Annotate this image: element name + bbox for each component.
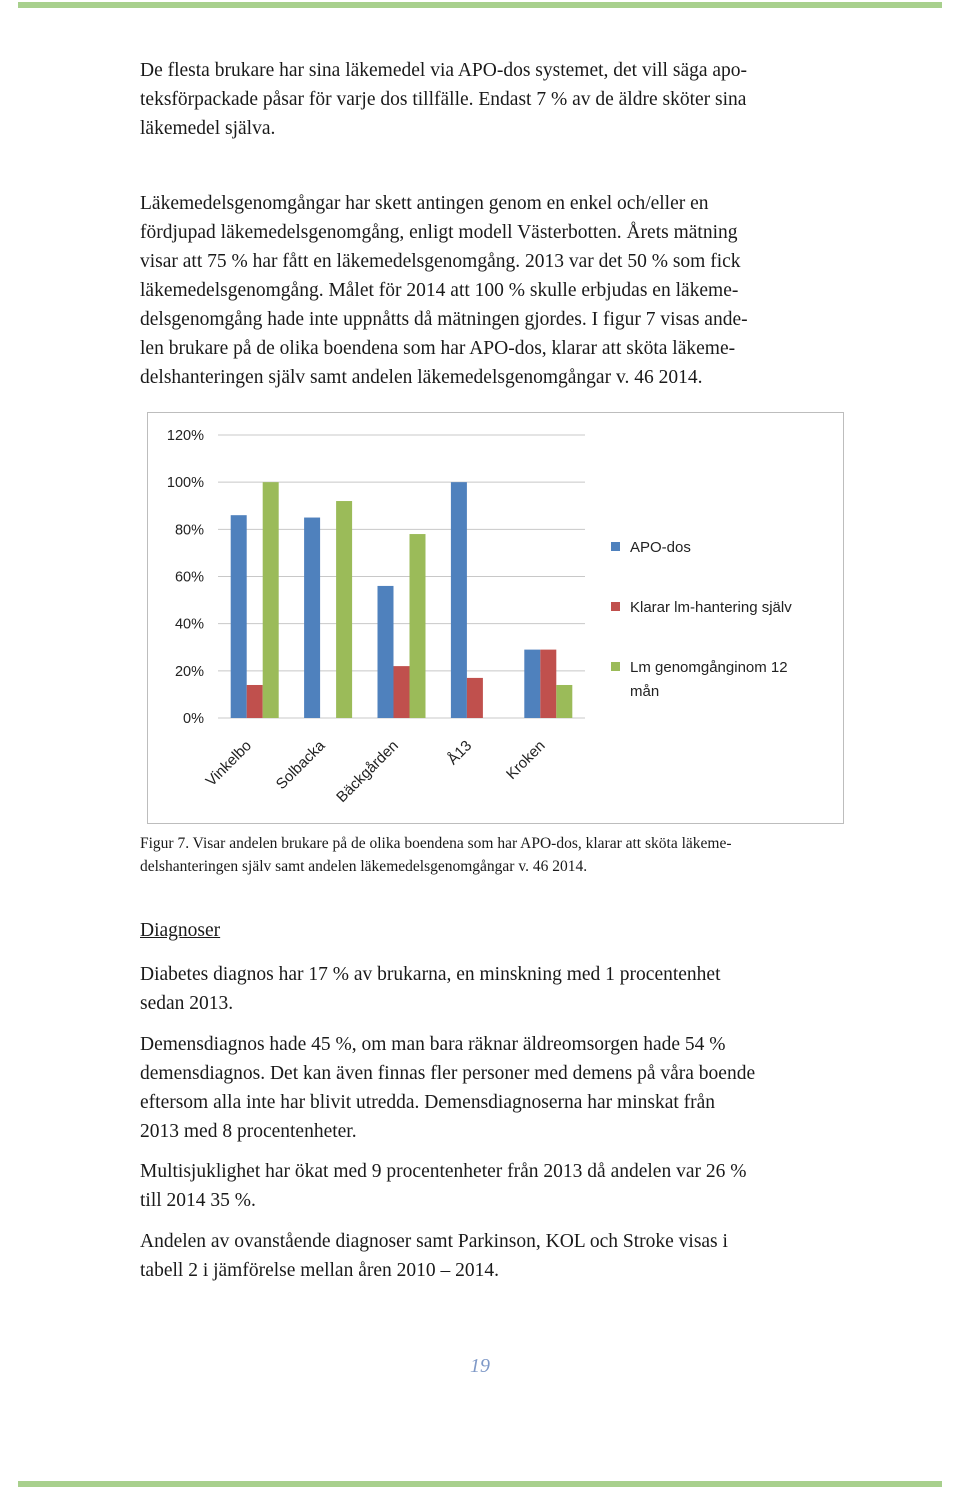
legend-label: mån bbox=[630, 683, 660, 700]
bar-0-2 bbox=[378, 586, 394, 718]
legend-label: APO-dos bbox=[630, 539, 691, 556]
review-paragraph bbox=[140, 189, 830, 392]
bar-2-0 bbox=[263, 482, 279, 718]
diabetes-paragraph bbox=[140, 960, 830, 1018]
bar-0-1 bbox=[304, 518, 320, 718]
text-line: sedan 2013. bbox=[140, 993, 234, 1014]
legend-swatch bbox=[611, 662, 620, 671]
y-tick-label: 100% bbox=[166, 475, 204, 492]
bar-1-3 bbox=[467, 678, 483, 718]
y-tick-label: 80% bbox=[174, 522, 204, 539]
diagnoses-table-paragraph bbox=[140, 1227, 830, 1285]
figure-caption bbox=[140, 832, 840, 878]
text-line: eftersom alla inte har blivit utredda. Demensdiagnoserna har minskat från bbox=[140, 1092, 716, 1113]
top-rule bbox=[18, 2, 942, 8]
text-line: läkemedelsgenomgång. Målet för 2014 att 100 % skulle erbjudas en läkeme- bbox=[140, 280, 739, 301]
bar-2-4 bbox=[556, 685, 572, 718]
dementia-paragraph bbox=[140, 1030, 830, 1146]
bar-2-2 bbox=[410, 534, 426, 718]
caption-line: delshanteringen själv samt andelen läkemedelsgenomgångar v. 46 2014. bbox=[140, 858, 588, 875]
bar-0-3 bbox=[451, 482, 467, 718]
y-tick-label: 60% bbox=[174, 569, 204, 586]
category-label: Bäckgården bbox=[333, 737, 402, 806]
text-line: delsgenomgång hade inte uppnåtts då mätningen gjordes. I figur 7 visas ande- bbox=[140, 309, 748, 330]
text-line: delshanteringen själv samt andelen läkemedelsgenomgångar v. 46 2014. bbox=[140, 367, 703, 388]
legend-label: Lm genomgånginom 12 bbox=[630, 659, 788, 676]
text-line: Demensdiagnos hade 45 %, om man bara räknar äldreomsorgen hade 54 % bbox=[140, 1034, 726, 1055]
text-line: Diabetes diagnos har 17 % av brukarna, en minskning med 1 procentenhet bbox=[140, 964, 721, 985]
text-line: len brukare på de olika boendena som har APO-dos, klarar att sköta läkeme- bbox=[140, 338, 736, 359]
category-label: Kroken bbox=[503, 737, 549, 783]
legend-label: Klarar lm-hantering själv bbox=[630, 599, 792, 616]
bar-1-2 bbox=[394, 666, 410, 718]
y-tick-label: 120% bbox=[166, 428, 204, 444]
y-tick-label: 0% bbox=[183, 711, 204, 727]
page-number: 19 bbox=[470, 1355, 490, 1377]
caption-line: Figur 7. Visar andelen brukare på de olika boendena som har APO-dos, klarar att sköta läkeme- bbox=[140, 835, 732, 852]
text-line: De flesta brukare har sina läkemedel via APO-dos systemet, det vill säga apo- bbox=[140, 60, 748, 81]
bar-0-4 bbox=[524, 650, 540, 718]
bar-1-4 bbox=[540, 650, 556, 718]
multimorbidity-paragraph bbox=[140, 1157, 830, 1215]
text-line: fördjupad läkemedelsgenomgång, enligt modell Västerbotten. Årets mätning bbox=[140, 222, 738, 243]
chart-svg bbox=[148, 413, 845, 825]
category-label: Solbacka bbox=[272, 737, 329, 793]
section-heading-diagnoser: Diagnoser bbox=[140, 920, 221, 941]
text-line: teksförpackade påsar för varje dos tillfälle. Endast 7 % av de äldre sköter sina bbox=[140, 89, 747, 110]
legend-swatch bbox=[611, 602, 620, 611]
text-line: läkemedel själva. bbox=[140, 118, 276, 139]
legend-swatch bbox=[611, 542, 620, 551]
text-line: till 2014 35 %. bbox=[140, 1190, 256, 1211]
bar-2-1 bbox=[336, 501, 352, 718]
y-tick-label: 20% bbox=[174, 663, 204, 680]
text-line: tabell 2 i jämförelse mellan åren 2010 – 2014. bbox=[140, 1260, 500, 1281]
text-line: Multisjuklighet har ökat med 9 procentenheter från 2013 då andelen var 26 % bbox=[140, 1161, 747, 1182]
bottom-rule bbox=[18, 1481, 942, 1487]
intro-paragraph bbox=[140, 56, 830, 143]
text-line: 2013 med 8 procentenheter. bbox=[140, 1121, 357, 1142]
text-line: visar att 75 % har fått en läkemedelsgenomgång. 2013 var det 50 % som fick bbox=[140, 251, 741, 272]
bar-0-0 bbox=[231, 515, 247, 718]
text-line: Andelen av ovanstående diagnoser samt Parkinson, KOL och Stroke visas i bbox=[140, 1231, 728, 1252]
text-line: demensdiagnos. Det kan även finnas fler personer med demens på våra boende bbox=[140, 1063, 756, 1084]
text-line: Läkemedelsgenomgångar har skett antingen genom en enkel och/eller en bbox=[140, 193, 709, 214]
y-tick-label: 40% bbox=[174, 616, 204, 633]
bar-1-0 bbox=[247, 685, 263, 718]
figure-7-chart bbox=[147, 412, 844, 824]
category-label: Vinkelbo bbox=[202, 737, 256, 790]
category-label: Å13 bbox=[444, 737, 476, 769]
